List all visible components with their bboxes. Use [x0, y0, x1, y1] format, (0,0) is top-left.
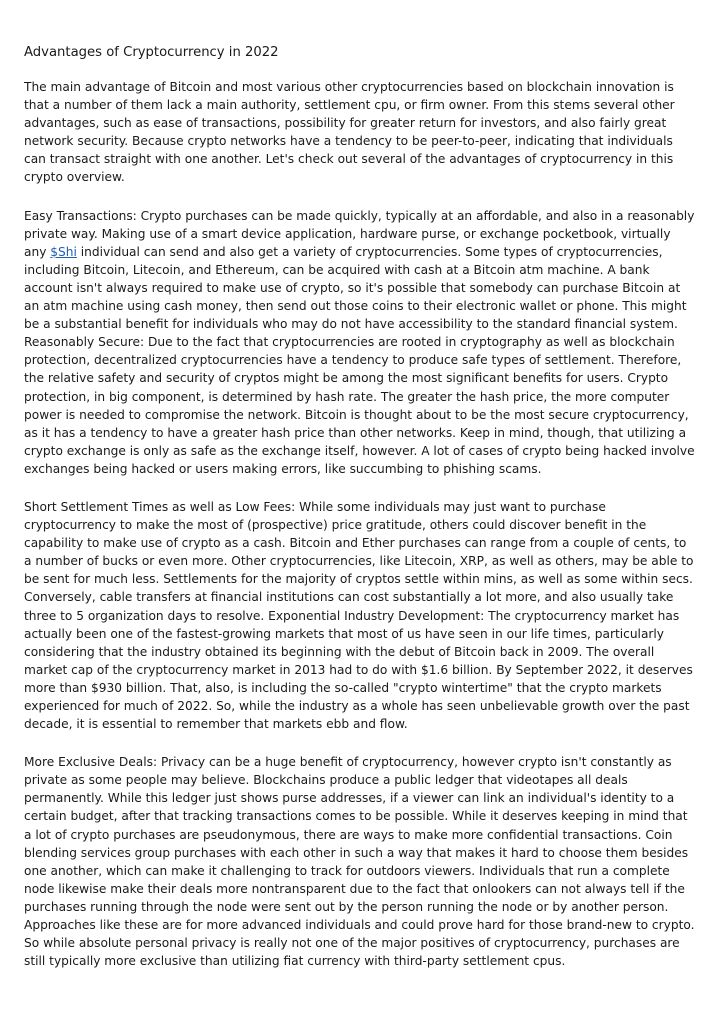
document-title: Advantages of Cryptocurrency in 2022 [24, 45, 279, 60]
paragraph-text-after-link: individual can send and also get a variety of cryptocurrencies. Some types of cryptocurrencies, including Bitcoin, Litecoin, and Ethereum, can be acquired with cash at a Bitcoin atm machine. A bank account isn't always required to make use of crypto, so it's possible that somebody can purchase Bitcoin at an atm machine using cash money, then send out those coins to their electronic wallet or phone. This might be a substantial benefit for individuals who may do not have accessibility to the standard financial system. Reasonably Secure: Due to the fact that cryptocurrencies are rooted in cryptography as well as blockchain protection, decentralized cryptocurrencies have a tendency to produce safe types of settlement. Therefore, the relative safety and security of cryptos might be among the most significant benefits for users. Crypto protection, in big component, is determined by hash rate. The greater the hash price, the more computer power is needed to compromise the network. Bitcoin is thought about to be the most secure cryptocurrency, as it has a tendency to have a greater hash price than other networks. Keep in mind, though, that utilizing a crypto exchange is only as safe as the exchange itself, however. A lot of cases of crypto being hacked involve exchanges being hacked or users making errors, like succumbing to phishing scams. [24, 244, 695, 476]
paragraph-exclusive-deals [24, 753, 696, 970]
shi-link[interactable]: $Shi [50, 244, 77, 259]
paragraph-text: More Exclusive Deals: Privacy can be a huge benefit of cryptocurrency, however crypto isn't constantly as private as some people may believe. Blockchains produce a public ledger that videotapes all deals permanently. While this ledger just shows purse addresses, if a viewer can link an individual's identity to a certain budget, after that tracking transactions comes to be possible. While it deserves keeping in mind that a lot of crypto purchases are pseudonymous, there are ways to make more confidential transactions. Coin blending services group purchases with each other in such a way that makes it hard to choose them besides one another, which can make it challenging to track for outdoors viewers. Individuals that run a complete node likewise make their deals more nontransparent due to the fact that onlookers can not always tell if the purchases running through the node were sent out by the person running the node or by another person. Approaches like these are for more advanced individuals and could prove hard for those brand-new to crypto. So while absolute personal privacy is really not one of the major positives of cryptocurrency, purchases are still typically more exclusive than utilizing fiat currency with third-party settlement cpus. [24, 755, 695, 969]
paragraph-settlement-times [24, 498, 696, 733]
document-page [24, 44, 696, 990]
paragraph-text: Short Settlement Times as well as Low Fees: While some individuals may just want to purchase cryptocurrency to make the most of (prospective) price gratitude, others could discover benefit in the capability to make use of crypto as a cash. Bitcoin and Ether purchases can range from a couple of cents, to a number of bucks or even more. Other cryptocurrencies, like Litecoin, XRP, as well as others, may be able to be sent for much less. Settlements for the majority of cryptos settle within mins, as well as some within secs. Conversely, cable transfers at financial institutions can cost substantially a lot more, and also usually take three to 5 organization days to resolve. Exponential Industry Development: The cryptocurrency market has actually been one of the fastest-growing markets that most of us have seen in our life times, particularly considering that the industry obtained its beginning with the debut of Bitcoin back in 2009. The overall market cap of the cryptocurrency market in 2013 had to do with $1.6 billion. By September 2022, it deserves more than $930 billion. That, also, is including the so-called "crypto wintertime" that the crypto markets experienced for much of 2022. So, while the industry as a whole has seen unbelievable growth over the past decade, it is essential to remember that markets ebb and flow. [24, 499, 694, 732]
paragraph-text: The main advantage of Bitcoin and most various other cryptocurrencies based on blockchain innovation is that a number of them lack a main authority, settlement cpu, or firm owner. From this stems several other advantages, such as ease of transactions, possibility for greater return for investors, and also fairly great network security. Because crypto networks have a tendency to be peer-to-peer, indicating that individuals can transact straight with one another. Let's check out several of the advantages of cryptocurrency in this crypto overview. [24, 80, 675, 185]
paragraph-main-advantage [24, 78, 696, 187]
paragraph-easy-transactions [24, 207, 696, 478]
paragraph-text-before-link: Easy Transactions: Crypto purchases can be made quickly, typically at an affordable, and also in a reasonably private way. Making use of a smart device application, hardware purse, or exchange pocketbook, virtually any [24, 208, 695, 259]
